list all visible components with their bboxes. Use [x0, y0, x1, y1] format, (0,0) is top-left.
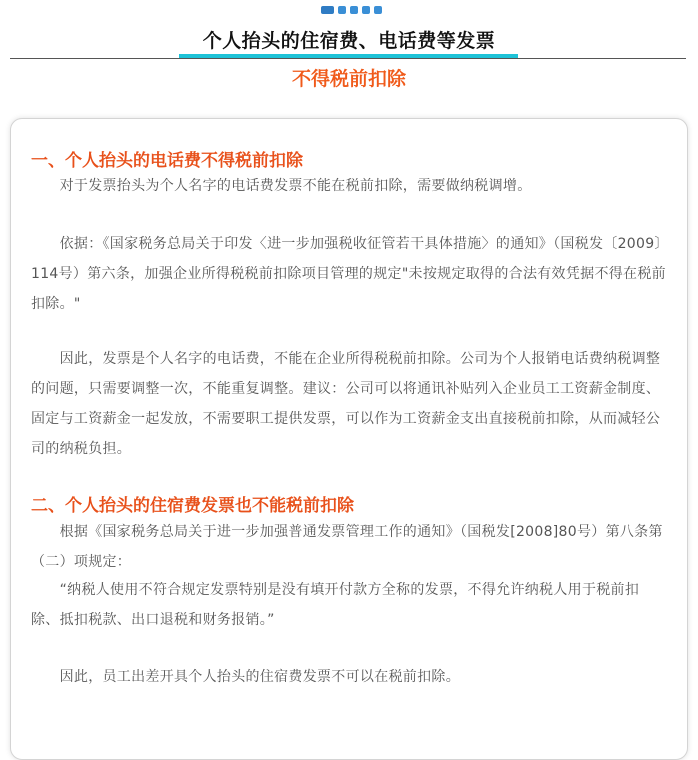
dot-icon [374, 6, 382, 14]
section-1-paragraph-1: 对于发票抬头为个人名字的电话费发票不能在税前扣除，需要做纳税调增。 [31, 178, 532, 194]
section-2-paragraph-1: 根据《国家税务总局关于进一步加强普通发票管理工作的通知》（国税发[2008]80号）第八条第（二）项规定： [31, 524, 663, 570]
article-header [0, 0, 698, 100]
decorative-dots [321, 6, 382, 14]
header-divider [10, 58, 686, 59]
dot-icon [321, 6, 334, 14]
title-underline [179, 54, 518, 58]
section-1-paragraph-3: 因此，发票是个人名字的电话费，不能在企业所得税税前扣除。公司为个人报销电话费纳税调整的问题，只需要调整一次，不能重复调整。建议：公司可以将通讯补贴列入企业员工工资薪金制度、固定与工资薪金一起发放，不需要职工提供发票，可以作为工资薪金支出直接税前扣除，从而减轻公司的纳税负担。 [31, 351, 661, 457]
section-1-heading: 一、个人抬头的电话费不得税前扣除 [31, 151, 303, 171]
section-2-paragraph-3: 因此，员工出差开具个人抬头的住宿费发票不可以在税前扣除。 [31, 669, 460, 685]
section-2-heading: 二、个人抬头的住宿费发票也不能税前扣除 [31, 496, 354, 516]
dot-icon [362, 6, 370, 14]
page-title: 个人抬头的住宿费、电话费等发票 [202, 30, 496, 52]
dot-icon [350, 6, 358, 14]
section-2-paragraph-2: “纳税人使用不符合规定发票特别是没有填开付款方全称的发票，不得允许纳税人用于税前扣除、抵扣税款、出口退税和财务报销。” [31, 582, 640, 628]
dot-icon [338, 6, 346, 14]
section-1-paragraph-2: 依据：《国家税务总局关于印发〈进一步加强税收征管若干具体措施〉的通知》（国税发〔2009〕114号）第六条，加强企业所得税税前扣除项目管理的规定"未按规定取得的合法有效凭据不得在税前扣除。" [31, 236, 666, 312]
content-card [10, 118, 688, 760]
page-subtitle: 不得税前扣除 [291, 68, 406, 90]
